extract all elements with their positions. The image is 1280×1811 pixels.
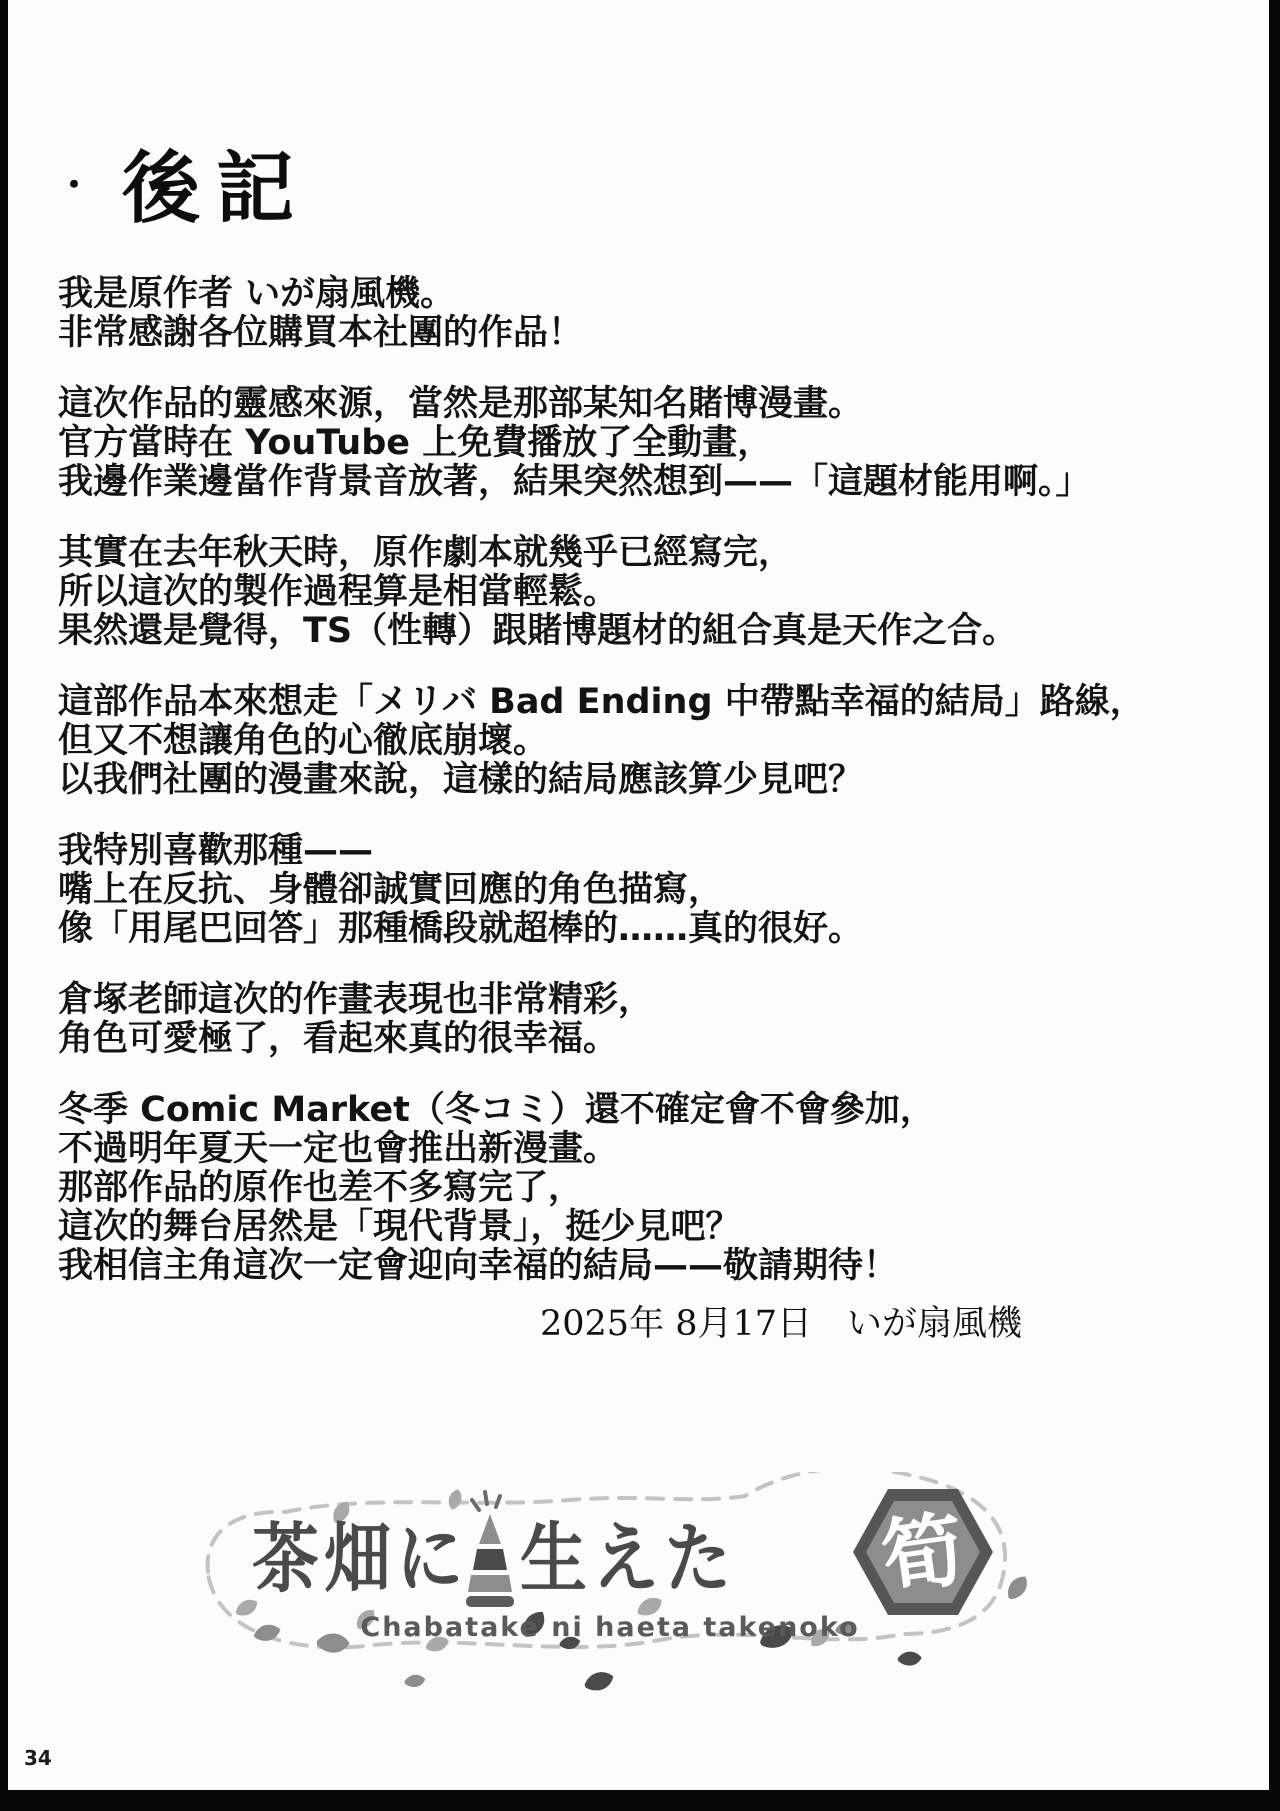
afterword-line: 我是原作者 いが扇風機。 [58, 274, 456, 314]
title-text: 後記 [122, 144, 311, 234]
paragraph [58, 534, 1263, 651]
afterword-line: 嘴上在反抗、身體卻誠實回應的角色描寫， [58, 870, 724, 910]
afterword-line: 像「用尾巴回答」那種橋段就超棒的……真的很好。 [58, 909, 864, 949]
afterword-line: 所以這次的製作過程算是相當輕鬆。 [58, 572, 619, 612]
paragraph [58, 981, 1263, 1059]
afterword-line: 我相信主角這次一定會迎向幸福的結局——敬請期待！ [58, 1246, 899, 1286]
paragraph [58, 385, 1263, 502]
scan-edge-left [0, 0, 8, 1811]
afterword-line: 我特別喜歡那種—— [58, 831, 374, 871]
logo-title-left: 茶畑に [252, 1514, 469, 1603]
afterword-line: 那部作品的原作也差不多寫完了， [58, 1168, 584, 1208]
afterword-line: 非常感謝各位購買本社團的作品！ [58, 313, 584, 353]
circle-logo [180, 1472, 1040, 1712]
afterword-line: 角色可愛極了，看起來真的很幸福。 [58, 1019, 619, 1059]
page-title [56, 126, 310, 238]
logo-title-right: 生えた [520, 1514, 737, 1603]
afterword-line: 官方當時在 YouTube 上免費播放了全動畫， [58, 423, 773, 463]
paragraph [58, 683, 1263, 800]
afterword-line: 不過明年夏天一定也會推出新漫畫。 [58, 1129, 619, 1169]
scan-edge-bottom [0, 1790, 1280, 1811]
afterword-line: 冬季 Comic Market（冬コミ）還不確定會不會參加， [58, 1090, 935, 1130]
afterword-line: 但又不想讓角色的心徹底崩壞。 [58, 721, 549, 761]
afterword-line: 這部作品本來想走「メリバ Bad Ending 中帶點幸福的結局」路線， [58, 682, 1145, 722]
title-bullet: ・ [56, 164, 93, 206]
date-signature: 2025年 8月17日 いが扇風機 [540, 1304, 1023, 1344]
afterword-body [58, 275, 1263, 1318]
paragraph [58, 832, 1263, 949]
scan-edge-right [1269, 0, 1280, 1811]
afterword-line: 我邊作業邊當作背景音放著，結果突然想到——「這題材能用啊。」 [58, 462, 1091, 502]
afterword-line: 其實在去年秋天時，原作劇本就幾乎已經寫完， [58, 533, 794, 573]
afterword-line: 以我們社團的漫畫來說，這樣的結局應該算少見吧？ [58, 760, 864, 800]
afterword-line: 倉塚老師這次的作畫表現也非常精彩， [58, 980, 654, 1020]
paragraph [58, 1091, 1263, 1286]
afterword-line: 這次作品的靈感來源，當然是那部某知名賭博漫畫。 [58, 384, 864, 424]
badge-character: 筍 [876, 1501, 971, 1608]
takenoko-hexagon-badge [853, 1489, 993, 1615]
paragraph [58, 275, 1263, 353]
bamboo-shoot-icon [466, 1492, 514, 1607]
page-number: 34 [24, 1746, 52, 1770]
afterword-line: 果然還是覺得，TS（性轉）跟賭博題材的組合真是天作之合。 [58, 611, 1018, 651]
afterword-line: 這次的舞台居然是「現代背景」，挺少見吧？ [58, 1207, 741, 1247]
logo-romaji: Chabatake ni haeta takenoko [360, 1612, 860, 1643]
